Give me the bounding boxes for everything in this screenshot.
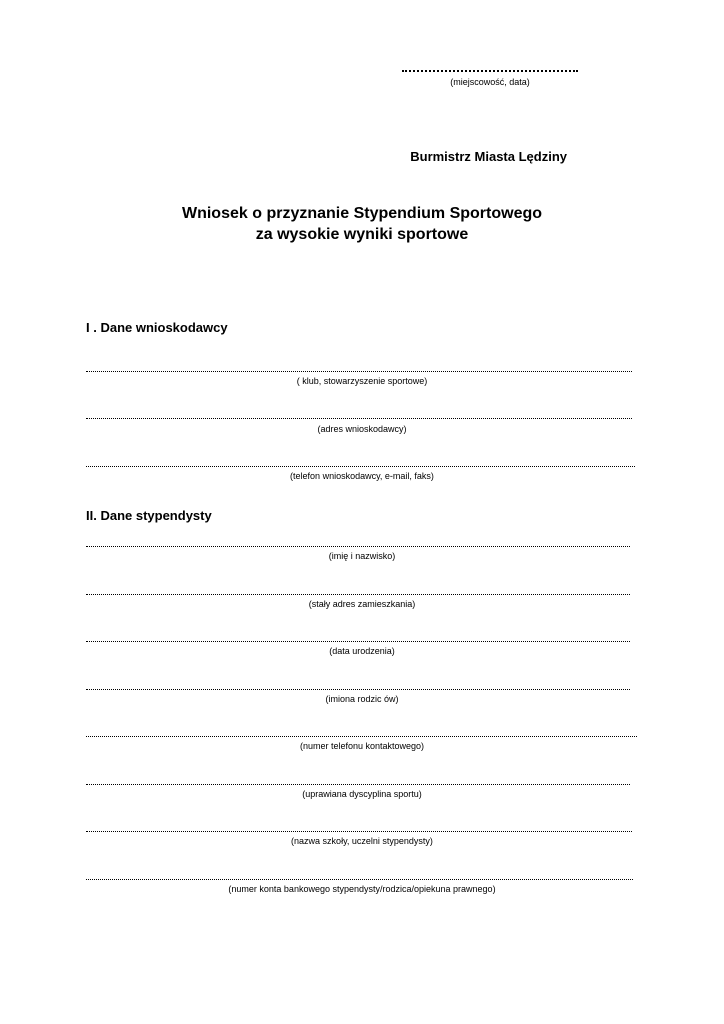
scholar-address-field[interactable] xyxy=(86,593,630,595)
scholar-birthdate-field[interactable] xyxy=(86,640,630,642)
applicant-club-field[interactable] xyxy=(86,370,632,372)
applicant-contact-caption: (telefon wnioskodawcy, e-mail, faks) xyxy=(290,471,434,481)
scholar-phone-caption: (numer telefonu kontaktowego) xyxy=(299,741,425,751)
applicant-address-field[interactable] xyxy=(86,417,632,419)
scholar-birthdate-caption: (data urodzenia) xyxy=(329,646,395,656)
applicant-contact-field[interactable] xyxy=(86,465,635,467)
scholar-name-field[interactable] xyxy=(86,545,630,547)
section-heading-scholar: II. Dane stypendysty xyxy=(86,508,212,523)
scholar-bank-account-field[interactable] xyxy=(86,878,633,880)
scholar-parents-field[interactable] xyxy=(86,688,630,690)
document-title xyxy=(0,203,724,245)
addressee: Burmistrz Miasta Lędziny xyxy=(410,149,567,164)
title-line-2: za wysokie wyniki sportowe xyxy=(255,226,469,243)
place-date-caption: (miejscowość, data) xyxy=(450,77,530,87)
scholar-discipline-caption: (uprawiana dyscyplina sportu) xyxy=(302,789,422,799)
applicant-club-caption: ( klub, stowarzyszenie sportowe) xyxy=(296,376,428,386)
place-date-line[interactable] xyxy=(402,60,578,72)
scholar-discipline-field[interactable] xyxy=(86,783,630,785)
scholar-bank-account-caption: (numer konta bankowego stypendysty/rodzica/opiekuna prawnego) xyxy=(228,884,496,894)
scholar-name-caption: (imię i nazwisko) xyxy=(328,551,396,561)
title-line-1: Wniosek o przyznanie Stypendium Sportowego xyxy=(181,205,543,222)
scholar-phone-field[interactable] xyxy=(86,735,637,737)
scholar-parents-caption: (imiona rodzic ów) xyxy=(325,694,399,704)
scholar-school-field[interactable] xyxy=(86,830,632,832)
scholar-address-caption: (stały adres zamieszkania) xyxy=(308,599,416,609)
section-heading-applicant: I . Dane wnioskodawcy xyxy=(86,320,228,335)
applicant-address-caption: (adres wnioskodawcy) xyxy=(317,424,407,434)
scholar-school-caption: (nazwa szkoły, uczelni stypendysty) xyxy=(291,836,433,846)
